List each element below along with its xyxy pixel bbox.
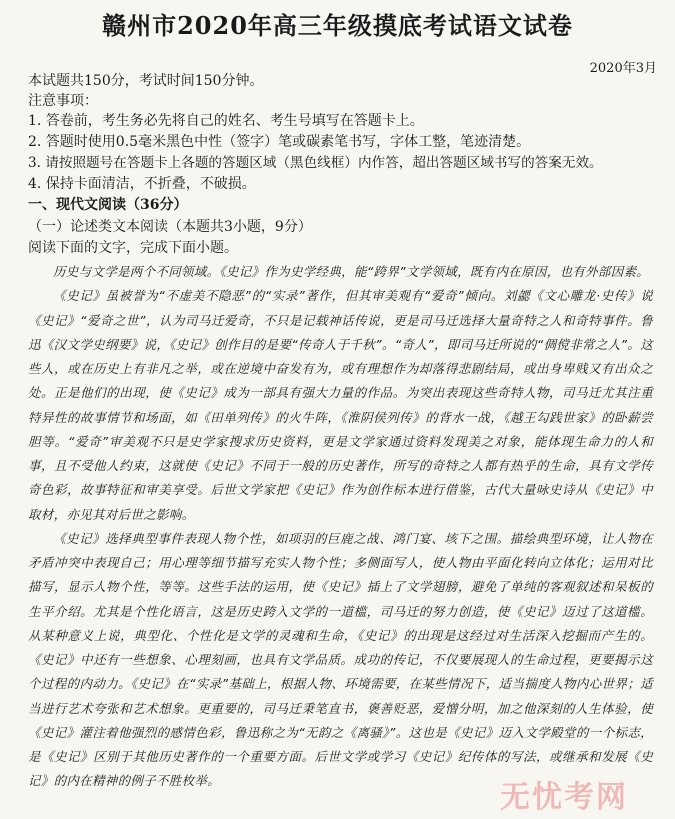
passage-paragraph-1: 历史与文学是两个不同领域。《史记》作为史学经典，能“跨界”文学领域，既有内在原因，也有外部因素。 bbox=[53, 264, 650, 279]
exam-title: 赣州市2020年高三年级摸底考试语文试卷 bbox=[102, 11, 573, 40]
subsection-heading: （一）论述类文本阅读（本题共3小题，9分） bbox=[28, 219, 312, 235]
note-item-4: 4. 保持卡面清洁，不折叠，不破损。 bbox=[28, 176, 256, 192]
passage-paragraph-3: 《史记》选择典型事件表现人物个性，如项羽的巨鹿之战、鸿门宴、垓下之围。描绘典型环境，让人物在矛盾冲突中表现自己；用心理等细节描写充实人物个性；多侧面写人，使人物由平面化转向立体化；运用对比描写，显示人物个性，等等。这些手法的运用，使《史记》插上了文学翅膀，避免了单纯的客观叙述和呆板的生平介绍。尤其是个性化语言，这是历史跨入文学的一道槛，司马迁的努力创造，使《史记》迈过了这道槛。从某种意义上说，典型化、个性化是文学的灵魂和生命，《史记》的出现是这经过对生活深入挖掘而产生的。《史记》中还有一些想象、心理刻画，也具有文学品质。成功的传记，不仅要展现人的生命过程，更要揭示这个过程的内动力。《史记》在“实录”基础上，根据人物、环境需要，在某些情况下，适当揣度人物内心世界；适当进行艺术夸张和艺术想象。更重要的，司马迁秉笔直书，褒善贬恶，爱憎分明，加之他深刻的人生体验，使《史记》灌注着他强烈的感情色彩，鲁迅称之为“无韵之《离骚》”。这也是《史记》迈入文学殿堂的一个标志，是《史记》区别于其他历史著作的一个重要方面。后世文学或学习《史记》纪传体的写法，或继承和发展《史记》的内在精神的例子不胜枚举。 bbox=[28, 530, 653, 789]
note-item-1: 1. 答卷前，考生务必先将自己的姓名、考生号填写在答题卡上。 bbox=[28, 113, 424, 129]
exam-date: 2020年3月 bbox=[589, 61, 657, 76]
watermark-logo: 无忧考网 bbox=[500, 780, 628, 815]
passage-paragraph-2: 《史记》虽被誉为“不虚美不隐恶”的“实录”著作，但其审美观有“爱奇”倾向。刘勰《文心雕龙·史传》说《史记》“爱奇之世”，认为司马迁爱奇，不只是记载神话传说，更是司马迁选择大量奇特之人和奇特事件。鲁迅《汉文学史纲要》说，《史记》创作目的是要“传奇人于千秋”。“奇人”，即司马迁所说的“倜傥非常之人”。这些人，或在历史上有非凡之举，或在逆境中奋发有为，或有理想作为却落得悲剧结局，或出身卑贱又有出众之处。正是他们的出现，使《史记》成为一部具有强大力量的作品。为突出表现这些奇特人物，司马迁尤其注重特异性的故事情节和场面，如《田单列传》的火牛阵，《淮阴侯列传》的背水一战，《越王勾践世家》的卧薪尝胆等。“爱奇”审美观不只是史学家搜求历史资料，更是文学家通过资料发现美之对象，能体现生命力的人和事，且不受他人约束，这就使《史记》不同于一般的历史著作，所写的奇特之人都有热乎的生命，具有文学传奇色彩，故事特征和审美享受。后世文学家把《史记》作为创作标本进行借鉴，古代大量咏史诗从《史记》中取材，亦见其对后世之影响。 bbox=[28, 288, 653, 522]
reading-passage bbox=[28, 260, 653, 794]
section-heading: 一、现代文阅读（36分） bbox=[28, 197, 188, 213]
notes-heading: 注意事项： bbox=[28, 93, 98, 109]
reading-instruction: 阅读下面的文字，完成下面小题。 bbox=[28, 240, 238, 256]
exam-info: 本试题共150分，考试时间150分钟。 bbox=[28, 73, 264, 89]
note-item-2: 2. 答题时使用0.5毫米黑色中性（签字）笔或碳素笔书写，字体工整，笔迹清楚。 bbox=[28, 134, 531, 150]
note-item-3: 3. 请按照题号在答题卡上各题的答题区域（黑色线框）内作答，超出答题区域书写的答案无效。 bbox=[28, 155, 603, 171]
